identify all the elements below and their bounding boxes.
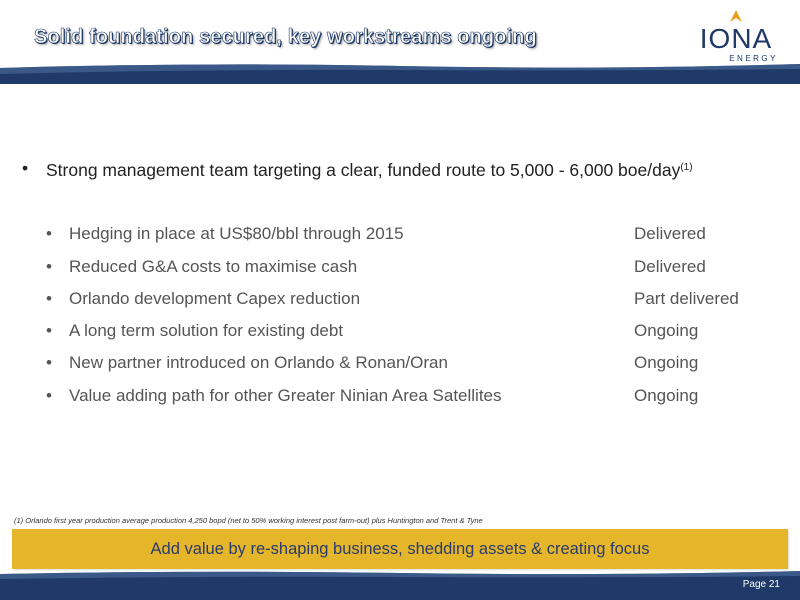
- workstream-status: Delivered: [634, 257, 706, 276]
- workstream-row: [0, 386, 800, 410]
- workstream-row: [0, 257, 800, 281]
- workstream-label: New partner introduced on Orlando & Ronan/Oran: [69, 353, 448, 372]
- footnote: (1) Orlando first year production average production 4,250 bopd (net to 50% working interest post farm-out) plus Huntington and Trent & Tyne: [14, 516, 483, 525]
- flame-icon: [729, 10, 743, 22]
- bullet-marker: •: [46, 224, 52, 243]
- bullet-marker: •: [46, 353, 52, 372]
- workstream-status: Ongoing: [634, 386, 699, 405]
- bullet-marker: •: [46, 257, 52, 276]
- page-number: Page 21: [742, 579, 780, 590]
- workstream-label: Value adding path for other Greater Ninian Area Satellites: [69, 386, 502, 405]
- bullet-marker: •: [46, 321, 52, 340]
- logo-wordmark: IONA: [699, 23, 773, 54]
- header-wave-band: [0, 60, 800, 84]
- banner-text: Add value by re-shaping business, shedding assets & creating focus: [150, 539, 650, 558]
- footnote-marker: (1): [680, 162, 693, 173]
- workstream-row: [0, 321, 800, 345]
- workstream-row: [0, 353, 800, 377]
- bullet-marker: •: [46, 386, 52, 405]
- slide-title: Solid foundation secured, key workstreams ongoing: [34, 26, 537, 48]
- workstream-status: Part delivered: [634, 289, 739, 308]
- workstream-status: Ongoing: [634, 353, 699, 372]
- workstream-label: Orlando development Capex reduction: [69, 289, 361, 308]
- main-bullet-text: [46, 156, 722, 182]
- main-bullet-label: Strong management team targeting a clear, funded route to 5,000 - 6,000 boe/day: [46, 160, 681, 180]
- workstream-status: Delivered: [634, 224, 706, 243]
- workstream-row: [0, 289, 800, 313]
- bullet-marker: •: [46, 289, 52, 308]
- summary-banner: [12, 529, 788, 569]
- workstream-label: Reduced G&A costs to maximise cash: [69, 257, 358, 276]
- workstream-label: A long term solution for existing debt: [69, 321, 344, 340]
- logo-subtitle: ENERGY: [729, 54, 778, 63]
- footer-wave-band: [0, 568, 800, 600]
- bullet-marker: •: [22, 158, 29, 178]
- workstream-label: Hedging in place at US$80/bbl through 2015: [69, 224, 404, 243]
- workstream-row: [0, 224, 800, 248]
- iona-energy-logo: [694, 10, 778, 64]
- workstream-status: Ongoing: [634, 321, 699, 340]
